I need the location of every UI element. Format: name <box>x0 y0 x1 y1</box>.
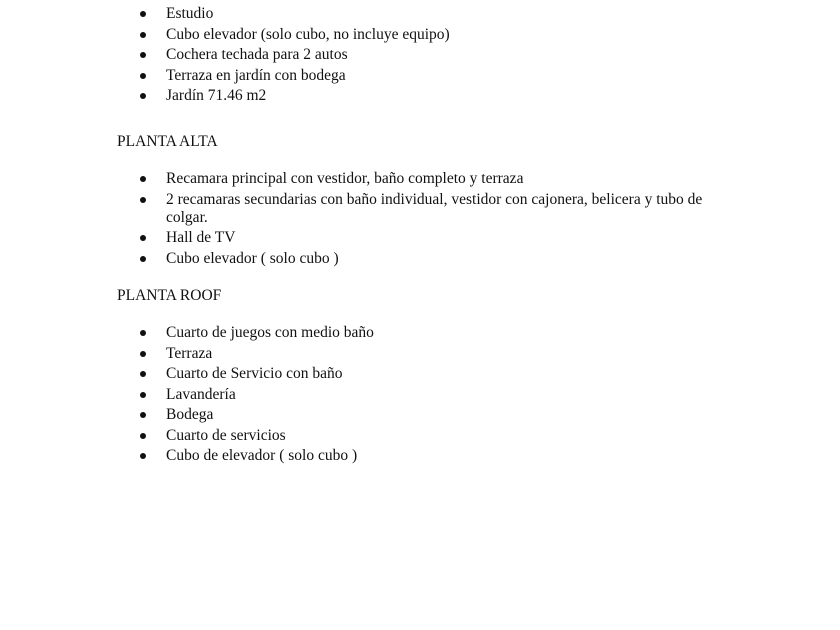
bullet-icon <box>140 197 146 203</box>
list-item: Cubo de elevador ( solo cubo ) <box>0 447 726 465</box>
bullet-icon <box>140 351 146 357</box>
list-item: Cochera techada para 2 autos <box>0 46 726 64</box>
planta-roof-heading: PLANTA ROOF <box>117 287 222 304</box>
list-item: 2 recamaras secundarias con baño individual, vestidor con cajonera, belicera y tubo de colgar. <box>0 191 726 227</box>
list-item: Terraza en jardín con bodega <box>0 67 726 85</box>
planta-alta-list <box>0 170 740 270</box>
list-item: Cuarto de juegos con medio baño <box>0 324 726 342</box>
planta-baja-list <box>0 5 740 108</box>
list-item: Lavandería <box>0 386 726 404</box>
bullet-icon <box>140 235 146 241</box>
planta-roof-list <box>0 324 740 468</box>
bullet-icon <box>140 93 146 99</box>
bullet-icon <box>140 412 146 418</box>
planta-alta-heading: PLANTA ALTA <box>117 133 218 150</box>
list-item: Estudio <box>0 5 726 23</box>
list-item: Terraza <box>0 345 726 363</box>
list-item: Hall de TV <box>0 229 726 247</box>
list-item: Bodega <box>0 406 726 424</box>
bullet-icon <box>140 330 146 336</box>
bullet-icon <box>140 256 146 262</box>
bullet-icon <box>140 433 146 439</box>
bullet-icon <box>140 371 146 377</box>
list-item: Cubo elevador ( solo cubo ) <box>0 250 726 268</box>
list-item: Cuarto de Servicio con baño <box>0 365 726 383</box>
bullet-icon <box>140 11 146 17</box>
bullet-icon <box>140 52 146 58</box>
list-item: Cuarto de servicios <box>0 427 726 445</box>
list-item: Cubo elevador (solo cubo, no incluye equipo) <box>0 26 726 44</box>
bullet-icon <box>140 73 146 79</box>
list-item: Recamara principal con vestidor, baño completo y terraza <box>0 170 726 188</box>
list-item: Jardín 71.46 m2 <box>0 87 726 105</box>
bullet-icon <box>140 176 146 182</box>
bullet-icon <box>140 392 146 398</box>
bullet-icon <box>140 32 146 38</box>
bullet-icon <box>140 453 146 459</box>
